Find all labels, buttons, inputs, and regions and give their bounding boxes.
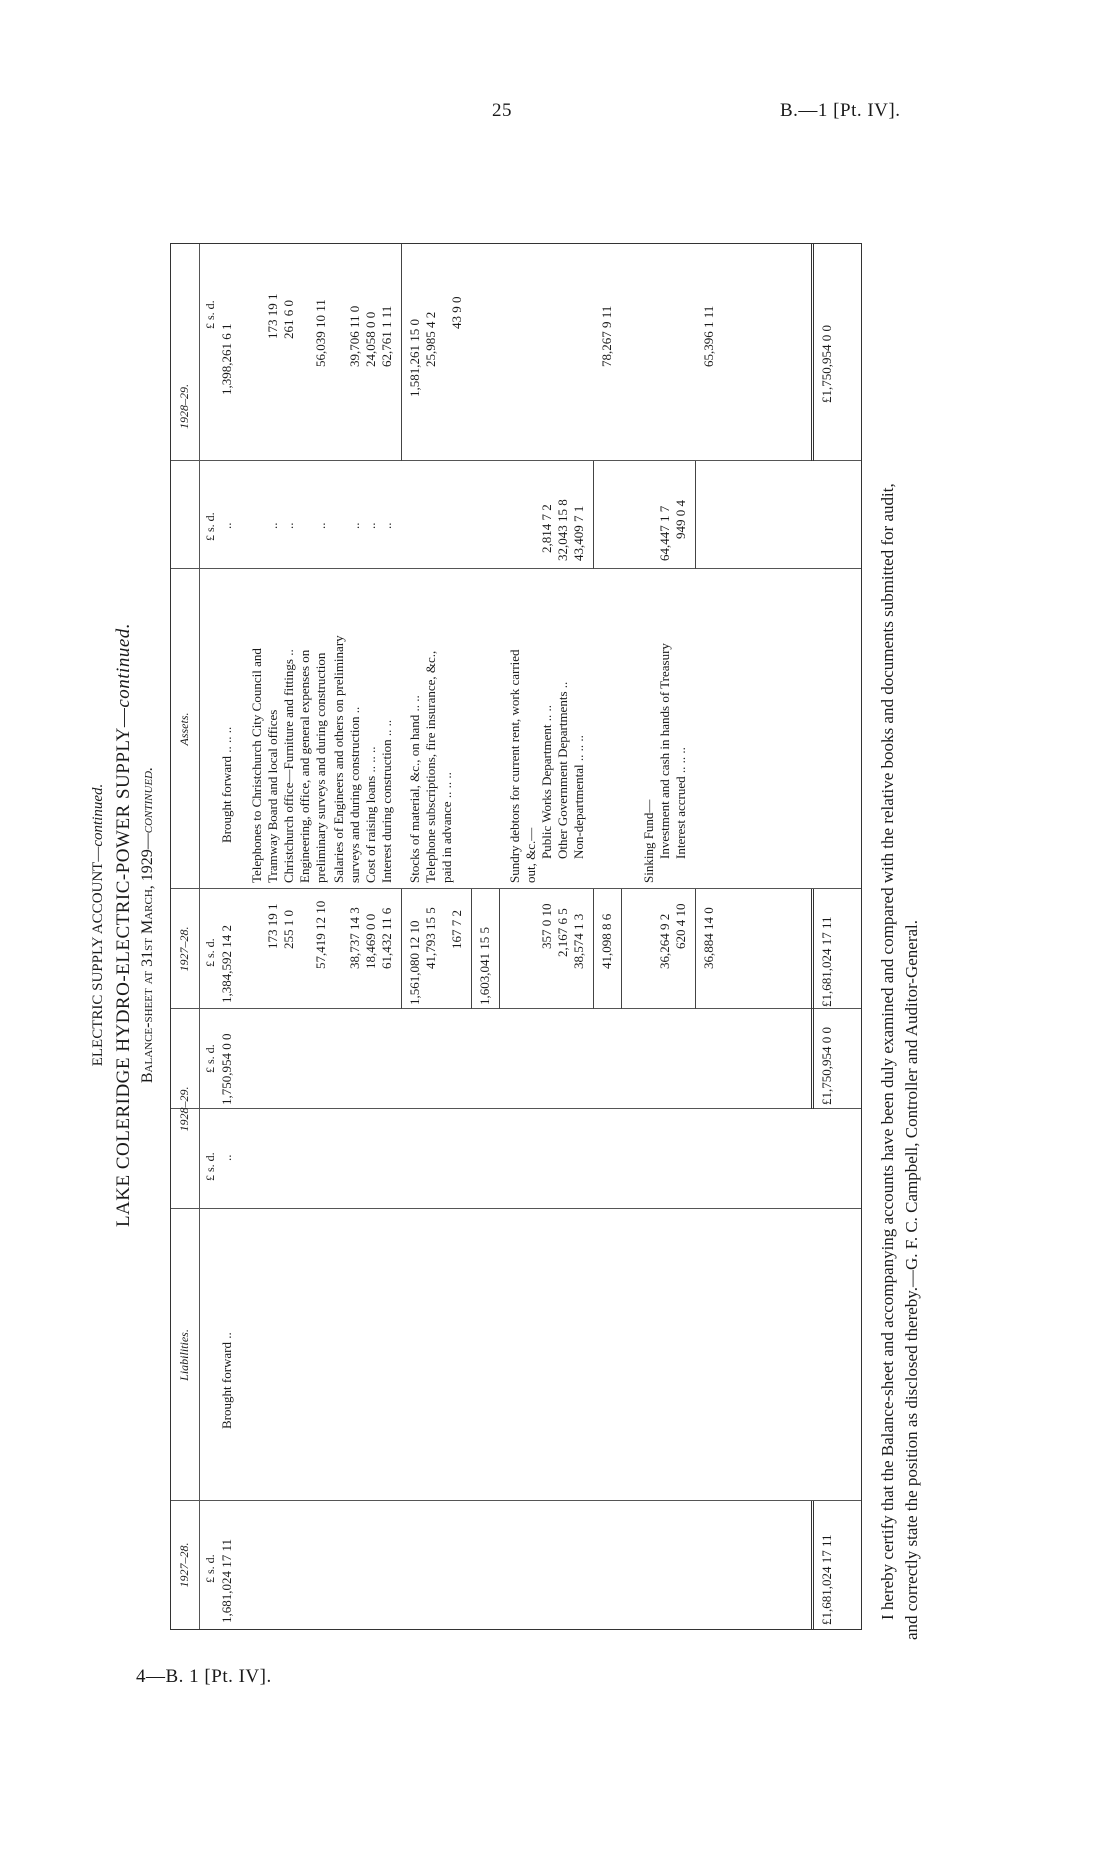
asset-row-label: Brought forward .. .. .. [219, 726, 234, 843]
asset-inv-sub: 64,447 1 7 [657, 505, 672, 561]
footer-left: 4—B. 1 [Pt. IV]. [136, 1666, 272, 1687]
asset-sub-lsd: £ s. d. [203, 512, 217, 541]
asset-row-curr: 62,761 1 11 [379, 305, 394, 367]
asset-ogd-label: Other Government Departments .. [555, 681, 570, 859]
certificate-line2: and correctly state the position as disclosed thereby.—G. F. C. Campbell, Controller and Auditor-General. [902, 919, 921, 1640]
asset-row-label: preliminary surveys and during construction [313, 652, 328, 883]
asset-inv-label: Investment and cash in hands of Treasury [657, 643, 672, 859]
asset-stocks-curr: 25,985 4 2 [423, 311, 438, 367]
liab-curr-lsd: £ s. d. [203, 1044, 217, 1073]
asset-label-header: Assets. [177, 712, 191, 746]
asset-tel-label2: paid in advance .. .. .. [439, 772, 454, 883]
asset-subtotal1-prev: 1,561,080 12 10 [407, 920, 422, 1005]
asset-inv-prev: 36,264 9 2 [657, 913, 672, 969]
asset-row-curr: 1,398,261 6 1 [219, 323, 234, 395]
asset-int-prev: 620 4 10 [673, 903, 688, 949]
asset-pwd-sub: 2,814 7 2 [539, 504, 554, 553]
page-number: 25 [492, 100, 512, 121]
asset-int-label: Interest accrued .. .. .. [673, 747, 688, 859]
asset-row-label: Cost of raising loans .. .. .. [363, 746, 378, 883]
asset-sundry-total-curr: 78,267 9 11 [599, 305, 614, 367]
asset-int-sub: 949 0 4 [673, 500, 688, 539]
asset-row-prev: 57,419 12 10 [313, 900, 328, 969]
header-right: B.—1 [Pt. IV]. [780, 100, 901, 121]
asset-nd-sub: 43,409 7 1 [571, 505, 586, 561]
balance-sheet-table [170, 243, 862, 1630]
asset-tel-label1: Telephone subscriptions, fire insurance, &c., [423, 650, 438, 883]
asset-pwd-prev: 357 0 10 [539, 903, 554, 949]
asset-sinking-total-curr: 65,396 1 11 [701, 305, 716, 367]
asset-row-label: Engineering, office, and general expenses on [297, 649, 312, 883]
title-line3: Balance-sheet at 31st March, 1929—continued. [139, 766, 156, 1084]
asset-row-label: Christchurch office—Furniture and fittings .. [281, 649, 296, 883]
asset-tel-curr: 43 9 0 [449, 296, 464, 329]
asset-pwd-label: Public Works Department .. .. [539, 705, 554, 859]
asset-row-label: Salaries of Engineers and others on preliminary [331, 635, 346, 883]
asset-row-label: surveys and during construction .. [347, 706, 362, 883]
title-line2: LAKE COLERIDGE HYDRO-ELECTRIC-POWER SUPPLY—continued. [113, 622, 134, 1228]
liab-bf-prev: 1,681,024 17 11 [219, 1538, 234, 1623]
liab-total-prev: £1,681,024 17 11 [819, 1534, 834, 1625]
liab-total-curr: £1,750,954 0 0 [819, 1027, 834, 1105]
asset-curr-lsd: £ s. d. [203, 300, 217, 329]
asset-row-sub: .. [347, 522, 362, 529]
asset-sundry-total-prev: 41,098 8 6 [599, 913, 614, 969]
asset-subtotal1-curr: 1,581,261 15 0 [407, 319, 422, 397]
liab-bf-sub: .. [219, 1154, 234, 1161]
asset-row-curr: 173 19 1 [265, 293, 280, 339]
asset-row-label: Telephones to Christchurch City Council and [249, 648, 264, 883]
title-line1: ELECTRIC SUPPLY ACCOUNT—continued. [90, 783, 106, 1067]
asset-ogd-prev: 2,167 6 5 [555, 908, 570, 957]
balance-sheet-rotated [90, 150, 990, 1700]
audit-certificate [876, 180, 924, 1640]
asset-row-sub: .. [281, 522, 296, 529]
liab-prev-header: 1927–28. [177, 1542, 191, 1588]
asset-row-sub: .. [313, 522, 328, 529]
asset-tel-prev: 167 7 2 [449, 910, 464, 949]
asset-stocks-prev: 41,793 15 5 [423, 907, 438, 969]
asset-nd-prev: 38,574 1 3 [571, 913, 586, 969]
asset-row-sub: .. [363, 522, 378, 529]
asset-nd-label: Non-departmental .. .. .. [571, 735, 586, 859]
liab-bf-curr: 1,750,954 0 0 [219, 1033, 234, 1105]
asset-prev-header: 1927–28. [177, 926, 191, 972]
asset-sundry-label1: Sundry debtors for current rent, work carried [507, 649, 522, 883]
liab-curr-header: 1928–29. [177, 1086, 191, 1132]
asset-row-curr: 56,039 10 11 [313, 299, 328, 367]
asset-row-curr: 261 6 0 [281, 300, 296, 339]
asset-row-prev: 1,384,592 14 2 [219, 925, 234, 1003]
asset-row-label: Tramway Board and local offices [265, 709, 280, 883]
asset-row-prev: 173 19 1 [265, 903, 280, 949]
asset-total-curr: £1,750,954 0 0 [819, 325, 834, 403]
asset-row-label: Interest during construction .. .. [379, 719, 394, 883]
asset-sinking-label: Sinking Fund— [641, 799, 656, 883]
asset-row-prev: 255 1 0 [281, 910, 296, 949]
asset-curr-header: 1928–29. [177, 384, 191, 429]
asset-ogd-sub: 32,043 15 8 [555, 499, 570, 561]
asset-row-prev: 38,737 14 3 [347, 907, 362, 969]
center-divider [171, 1008, 861, 1009]
asset-row-curr: 24,058 0 0 [363, 311, 378, 367]
asset-stocks-label: Stocks of material, &c., on hand .. .. [407, 695, 422, 883]
asset-sinking-total-prev: 36,884 14 0 [701, 907, 716, 969]
liab-sub-lsd: £ s. d. [203, 1152, 217, 1181]
asset-row-prev: 18,469 0 0 [363, 913, 378, 969]
asset-row-sub: .. [219, 522, 234, 529]
asset-row-prev: 61,432 11 6 [379, 907, 394, 969]
certificate-line1: I hereby certify that the Balance-sheet and accompanying accounts have been duly examined and compared with the relative books and documents submitted for audit, [878, 483, 897, 1620]
asset-prev-lsd: £ s. d. [203, 938, 217, 967]
liab-bf-label: Brought forward .. [219, 1332, 234, 1429]
asset-row-sub: .. [379, 522, 394, 529]
asset-sundry-label2: out, &c.— [523, 827, 538, 883]
liab-prev-lsd: £ s. d. [203, 1554, 217, 1583]
liab-label-header: Liabilities. [177, 1329, 191, 1381]
asset-row-curr: 39,706 11 0 [347, 305, 362, 367]
asset-total-prev: £1,681,024 17 11 [819, 916, 834, 1007]
asset-row-sub: .. [265, 522, 280, 529]
asset-subtotal2-prev: 1,603,041 15 5 [477, 927, 492, 1005]
